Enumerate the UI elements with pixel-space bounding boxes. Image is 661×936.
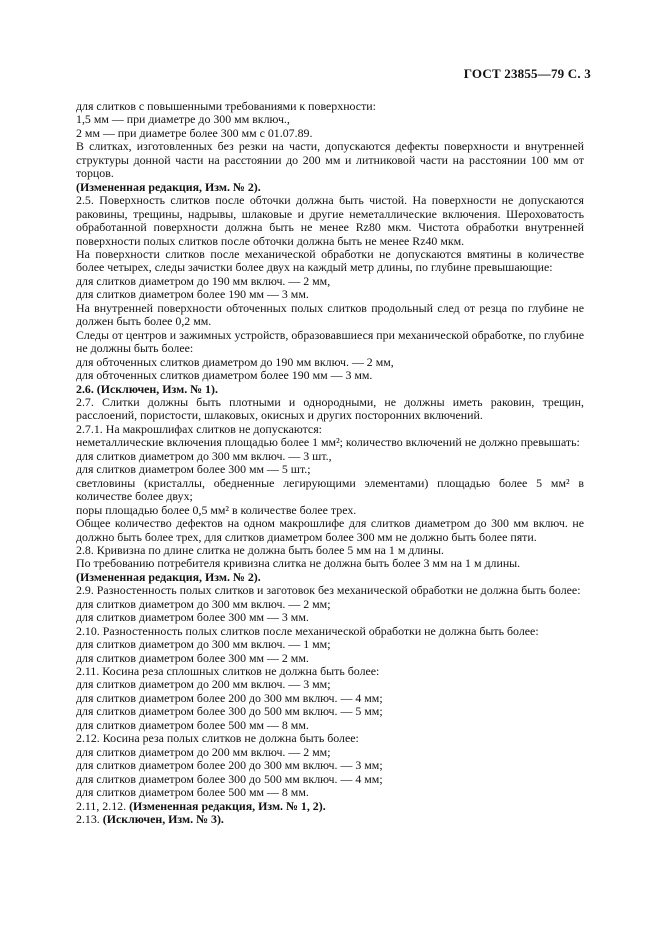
paragraph: неметаллические включения площадью более 1 мм²; количество включений не должно превышать: xyxy=(76,435,580,450)
paragraph: (Измененная редакция, Изм. № 2). xyxy=(76,179,261,194)
paragraph: для слитков с повышенными требованиями к поверхности: xyxy=(76,99,376,113)
paragraph xyxy=(76,800,584,813)
paragraph: По требованию потребителя кривизна слитка не должна быть более 3 мм на 1 м длины. xyxy=(76,556,521,571)
paragraph: 2.6. (Исключен, Изм. № 1). xyxy=(76,381,218,396)
paragraph: для слитков диаметром более 500 мм — 8 мм. xyxy=(76,785,309,800)
paragraph: 2.7. Слитки должны быть плотными и однородными, не должны иметь раковин, трещин, расслоений, пористости, шлаковых, окисных и других посторонних включений. xyxy=(76,394,584,423)
paragraph: 2.7.1. На макрошлифах слитков не допускаются: xyxy=(76,421,322,436)
paragraph: для слитков диаметром до 190 мм включ. — 2 мм, xyxy=(76,273,331,288)
paragraph: для слитков диаметром более 300 до 500 мм включ. — 4 мм; xyxy=(76,771,383,786)
paragraph xyxy=(76,813,584,826)
paragraph: 2.5. Поверхность слитков после обточки должна быть чистой. На поверхности не допускаются раковины, трещины, надрывы, шлаковые и другие неметаллические включения. Шероховатость обработанной поверхности должна быть не менее Rz80 мкм. Чистота обработки внутренней поверхности полых слитков после обточки должна быть не менее Rz40 мкм. xyxy=(76,193,584,248)
paragraph-number: 2.13. xyxy=(76,812,103,827)
paragraph: На поверхности слитков после механической обработки не допускаются вмятины в количестве более четырех, следы зачистки более двух на каждый метр длины, по глубине превышающие: xyxy=(76,246,584,275)
paragraph: для слитков диаметром более 200 до 300 мм включ. — 3 мм; xyxy=(76,758,383,773)
paragraph: Общее количество дефектов на одном макрошлифе для слитков диаметром до 300 мм включ. не должно быть более трех, для слитков диаметром более 300 мм не должно быть более пяти. xyxy=(76,516,584,544)
paragraph: 1,5 мм — при диаметре до 300 мм включ., xyxy=(76,112,290,127)
paragraph: 2.9. Разностенность полых слитков и заготовок без механической обработки не должна быть более: xyxy=(76,583,581,598)
paragraph: На внутренней поверхности обточенных полых слитков продольный след от резца по глубине не должен быть более 0,2 мм. xyxy=(76,300,584,329)
paragraph: 2.8. Кривизна по длине слитка не должна быть более 5 мм на 1 м длины. xyxy=(76,542,444,557)
paragraph: В слитках, изготовленных без резки на части, допускаются дефекты поверхности и внутренней структуры донной части на расстоянии до 200 мм и литниковой части на расстоянии 100 мм от торцов. xyxy=(76,139,584,181)
paragraph-number: 2.11, 2.12. xyxy=(76,798,130,813)
paragraph: для слитков диаметром до 200 мм включ. — 3 мм; xyxy=(76,677,331,692)
paragraph: (Измененная редакция, Изм. № 2). xyxy=(76,569,261,584)
paragraph: для слитков диаметром до 200 мм включ. — 2 мм; xyxy=(76,744,331,759)
paragraph: 2 мм — при диаметре более 300 мм с 01.07.89. xyxy=(76,125,313,140)
paragraph: Следы от центров и зажимных устройств, образовавшиеся при механической обработке, по глубине не должны быть более: xyxy=(76,327,584,356)
paragraph: 2.12. Косина реза полых слитков не должна быть более: xyxy=(76,731,359,746)
paragraph: для слитков диаметром более 200 до 300 мм включ. — 4 мм; xyxy=(76,690,383,705)
paragraph: для слитков диаметром до 300 мм включ. — 2 мм; xyxy=(76,596,331,611)
paragraph: для слитков диаметром более 300 мм — 5 шт.; xyxy=(76,462,311,477)
bold-remark: (Измененная редакция, Изм. № 1, 2). xyxy=(129,798,326,813)
paragraph: для обточенных слитков диаметром до 190 мм включ. — 2 мм, xyxy=(76,354,394,369)
paragraph: для слитков диаметром более 300 мм — 3 мм. xyxy=(76,610,309,625)
page-header: ГОСТ 23855—79 С. 3 xyxy=(463,66,591,81)
bold-remark: (Исключен, Изм. № 3). xyxy=(102,812,224,827)
paragraph: 2.11. Косина реза сплошных слитков не должна быть более: xyxy=(76,664,380,679)
paragraph: для слитков диаметром более 300 мм — 2 мм. xyxy=(76,650,309,665)
paragraph: поры площадью более 0,5 мм² в количестве более трех. xyxy=(76,502,357,517)
paragraph: для обточенных слитков диаметром более 190 мм — 3 мм. xyxy=(76,368,373,383)
paragraph: для слитков диаметром более 500 мм — 8 мм. xyxy=(76,717,309,732)
paragraph: светловины (кристаллы, обедненные легирующими элементами) площадью более 5 мм² в количестве более двух; xyxy=(76,475,584,504)
paragraph: для слитков диаметром более 190 мм — 3 мм. xyxy=(76,287,309,302)
paragraph: для слитков диаметром более 300 до 500 мм включ. — 5 мм; xyxy=(76,704,383,719)
paragraph: 2.10. Разностенность полых слитков после механической обработки не должна быть более: xyxy=(76,623,539,638)
document-body xyxy=(76,100,584,826)
paragraph: для слитков диаметром до 300 мм включ. — 1 мм; xyxy=(76,637,331,652)
paragraph: для слитков диаметром до 300 мм включ. — 3 шт., xyxy=(76,448,332,463)
